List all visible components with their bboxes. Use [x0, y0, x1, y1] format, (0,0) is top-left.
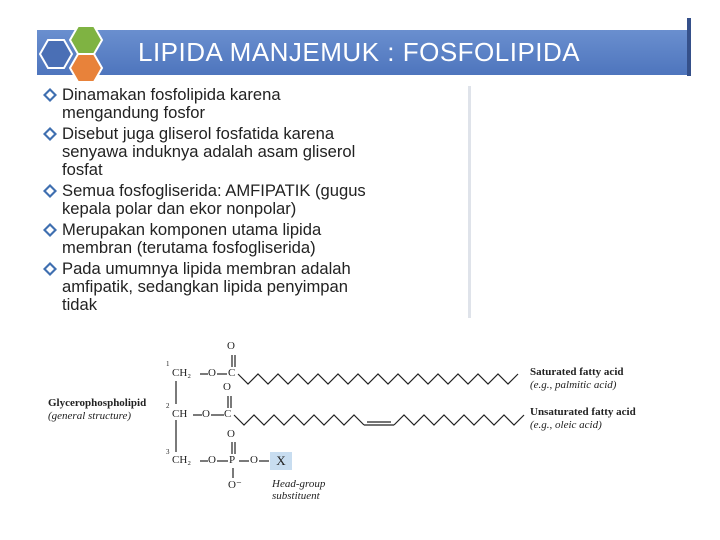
- row3-group: CH₂: [172, 454, 192, 466]
- slide-title: LIPIDA MANJEMUK : FOSFOLIPIDA: [138, 37, 581, 67]
- carbonyl-oxygen-2: O: [223, 381, 231, 393]
- bullet-line: kepala polar dan ekor nonpolar): [62, 199, 297, 218]
- ester-oxygen: O: [250, 454, 258, 466]
- bullet-line: membran (terutama fosfogliserida): [62, 238, 316, 257]
- hexagon-green: [70, 26, 102, 54]
- row2-carbon: C: [224, 408, 232, 420]
- saturated-example: (e.g., palmitic acid): [530, 379, 617, 391]
- unsaturated-example: (e.g., oleic acid): [530, 419, 602, 431]
- row1-group: CH₂: [172, 367, 192, 379]
- phosphoryl-oxygen: O: [227, 428, 235, 440]
- bullet-item-3: [38, 182, 468, 218]
- carbonyl-oxygen-1: O: [227, 340, 235, 352]
- bullet-item-5: [38, 260, 468, 314]
- title-bar-accent: [687, 18, 691, 76]
- row2-group: CH: [172, 408, 188, 420]
- bullet-line: Disebut juga gliserol fosfatida karena: [62, 124, 335, 143]
- row3-oxygen: O: [208, 454, 216, 466]
- unsaturated-chain-part-1: [234, 415, 364, 425]
- unsaturated-label: Unsaturated fatty acid: [530, 406, 636, 418]
- diamond-bullet-icon: [42, 183, 58, 199]
- bullet-line: tidak: [62, 295, 98, 314]
- bullet-list: [38, 86, 471, 318]
- locant-1: 1: [166, 360, 170, 368]
- charged-oxygen: O⁻: [228, 479, 242, 491]
- head-group-label-2: substituent: [272, 490, 320, 502]
- hexagon-orange: [70, 54, 102, 82]
- glycerophospholipid-structure: [48, 340, 658, 510]
- bullet-line: Semua fosfogliserida: AMFIPATIK (gugus: [62, 181, 366, 200]
- bullet-line: fosfat: [62, 160, 103, 179]
- row2-oxygen: O: [202, 408, 210, 420]
- diamond-bullet-icon: [42, 126, 58, 142]
- diamond-bullet-icon: [42, 261, 58, 277]
- row1-carbon: C: [228, 367, 236, 379]
- bullet-line: Dinamakan fosfolipida karena: [62, 85, 281, 104]
- locant-2: 2: [166, 402, 170, 410]
- bullet-line: mengandung fosfor: [62, 103, 205, 122]
- bullet-line: Pada umumnya lipida membran adalah: [62, 259, 351, 278]
- hexagon-blue: [40, 40, 72, 68]
- phosphorus-atom: P: [229, 454, 236, 466]
- left-label-title: Glycerophospholipid: [48, 397, 147, 409]
- head-group-x: X: [270, 452, 292, 470]
- bullet-line: amfipatik, sedangkan lipida penyimpan: [62, 277, 348, 296]
- diamond-bullet-icon: [42, 87, 58, 103]
- diamond-bullet-icon: [42, 222, 58, 238]
- locant-3: 3: [166, 448, 170, 456]
- bullet-item-2: [38, 125, 468, 179]
- saturated-label: Saturated fatty acid: [530, 366, 624, 378]
- bullet-item-1: [38, 86, 468, 122]
- bullet-line: Merupakan komponen utama lipida: [62, 220, 322, 239]
- bullet-item-4: [38, 221, 468, 257]
- row1-oxygen: O: [208, 367, 216, 379]
- left-label-subtitle: (general structure): [48, 410, 131, 422]
- unsaturated-chain-part-2: [394, 415, 524, 425]
- hexagon-logo-icon: [34, 26, 114, 82]
- bullet-line: senyawa induknya adalah asam gliserol: [62, 142, 356, 161]
- saturated-chain: [238, 374, 518, 384]
- head-group-label: Head-group: [272, 478, 326, 490]
